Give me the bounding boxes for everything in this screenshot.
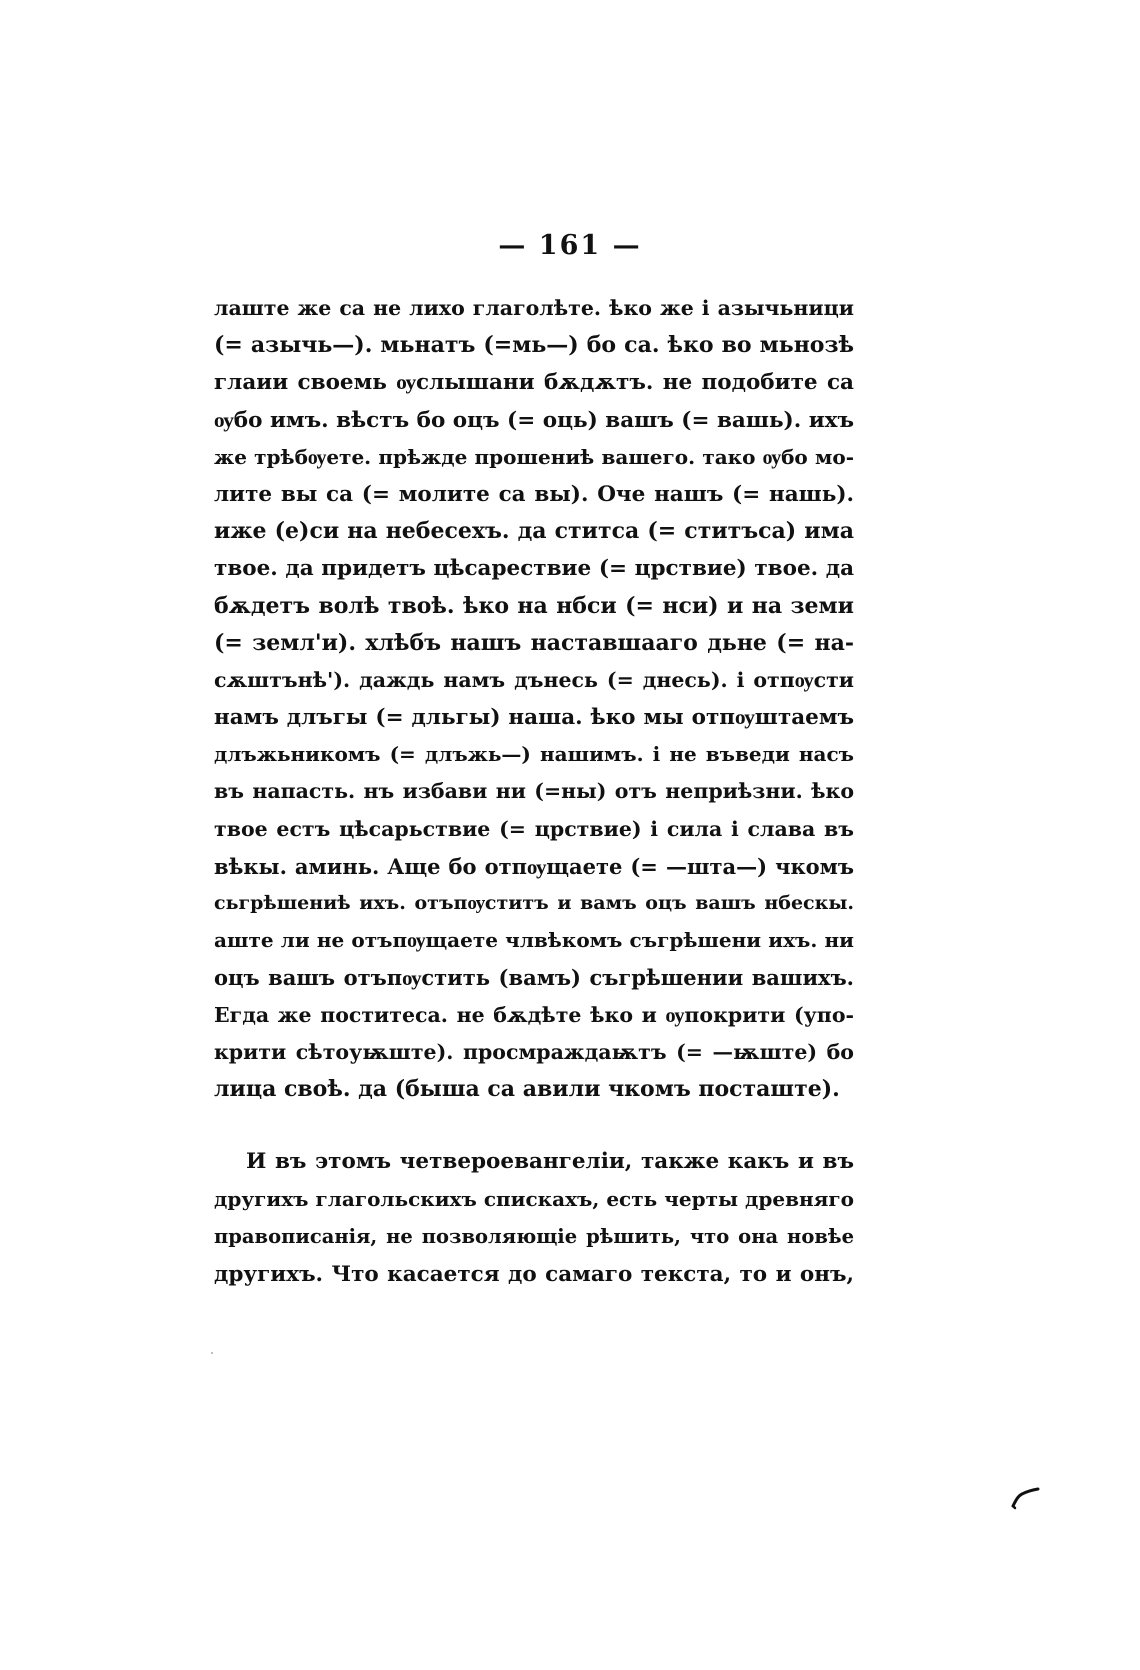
- text-line: (= земл'и). хлѣбъ нашъ наставшаагo дьне (= на-: [214, 629, 854, 656]
- text-line: глаии своемь ѹслышани бѫдѫтъ. не подобите са: [214, 370, 854, 396]
- text-line: правописанія, не позволяющіе рѣшить, что она новѣе: [214, 1225, 854, 1248]
- scan-mark: [1010, 1482, 1040, 1512]
- text-line: крити сѣтоуѭште). просмраждаѭтъ (= —ѭште) бо: [214, 1039, 854, 1064]
- text-line: твое естъ цѣсарьствие (= црствие) і сила і слава въ: [214, 816, 854, 841]
- text-line: аште ли не отъпѹщаете члвѣкомъ съгрѣшени ихъ. ни: [214, 928, 854, 953]
- text-line: другихъ. Что касается до самаго текста, то и онъ,: [214, 1261, 854, 1287]
- text-line: И въ этомъ четвероевангеліи, также какъ и въ: [246, 1149, 854, 1174]
- text-line: бѫдетъ волѣ твоѣ. ѣко на нбси (= нси) и на земи: [214, 592, 854, 619]
- text-line: длъжьникомъ (= длъжь—) нашимъ. і не въведи насъ: [214, 742, 854, 767]
- text-line: иже (е)си на небесехъ. да ститса (= ститъса) има: [214, 518, 854, 545]
- text-line: (= азычь—). мьнатъ (=мь—) бо са. ѣко во мьнозѣ: [214, 332, 854, 359]
- text-line: лица своѣ. да (быша са авили чкомъ посташте).: [214, 1075, 840, 1102]
- paragraph-commentary: [214, 1143, 854, 1293]
- text-line: сьгрѣшениѣ ихъ. отъпѹститъ и вамъ оцъ вашъ нбескы.: [214, 892, 854, 914]
- text-line: же трѣбѹете. прѣжде прошениѣ вашего. тако ѹбо мо-: [214, 444, 854, 469]
- paragraph-church-slavonic: [214, 290, 854, 1108]
- text-line: оцъ вашъ отъпѹстить (вамъ) съгрѣшении вашихъ.: [214, 965, 854, 991]
- text-line: Егда же поститеса. не бѫдѣте ѣко и ѹпокрити (упо-: [214, 1002, 854, 1027]
- text-line: лите вы са (= молите са вы). Оче нашъ (= нашь).: [214, 481, 854, 507]
- text-line: твое. да придетъ цѣсарествие (= црствие) твое. да: [214, 556, 854, 582]
- text-line: ѹбо имъ. вѣстъ бо оцъ (= оць) вашъ (= вашь). ихъ: [214, 407, 854, 433]
- text-line: вѣкы. аминь. Аще бо отпѹщаете (= —шта—) чкомъ: [214, 853, 854, 879]
- text-line: намъ длъгы (= дльгы) наша. ѣко мы отпѹштаемъ: [214, 705, 854, 731]
- page-number: — 161 —: [498, 230, 642, 261]
- text-line: сѫштънѣ'). даждь намъ дънесь (= днесь). і отпѹсти: [214, 667, 854, 692]
- scan-speck: [211, 1352, 213, 1354]
- text-line: лаште же са не лихо глаголѣте. ѣко же і азычьници: [214, 296, 854, 320]
- text-line: въ напасть. нъ избави ни (=ны) отъ неприѣзни. ѣко: [214, 779, 854, 804]
- text-line: другихъ глагольскихъ спискахъ, есть черты древняго: [214, 1186, 854, 1211]
